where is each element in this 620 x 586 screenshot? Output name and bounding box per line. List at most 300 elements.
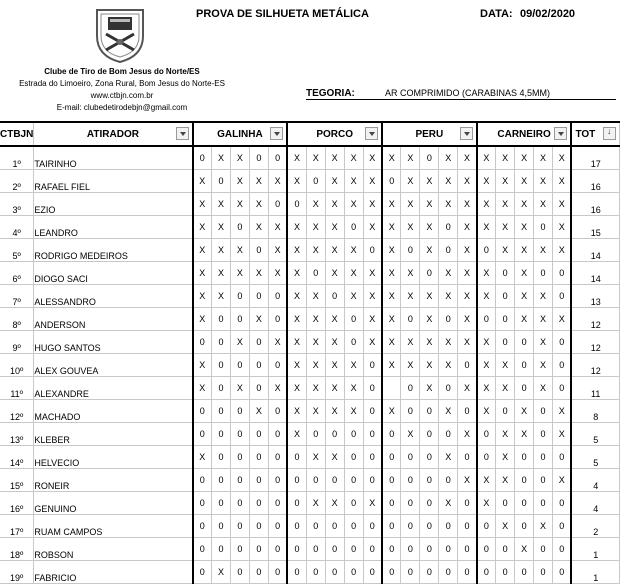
hit-cell[interactable]: X [325,216,344,239]
hit-cell[interactable]: X [363,308,382,331]
total-sort-dropdown[interactable] [603,127,616,140]
hit-cell[interactable]: X [420,354,439,377]
hit-cell[interactable]: X [534,308,553,331]
total-cell[interactable]: 11 [571,377,619,400]
hit-cell[interactable]: 0 [325,515,344,538]
hit-cell[interactable]: 0 [515,469,534,492]
hit-cell[interactable]: 0 [249,469,268,492]
hit-cell[interactable]: X [401,354,420,377]
hit-cell[interactable]: X [553,170,572,193]
hit-cell[interactable]: X [553,423,572,446]
hit-cell[interactable]: 0 [477,515,496,538]
hit-cell[interactable]: 0 [363,239,382,262]
hit-cell[interactable]: 0 [325,538,344,561]
hit-cell[interactable]: X [306,354,325,377]
hit-cell[interactable]: X [306,216,325,239]
hit-cell[interactable]: 0 [496,400,515,423]
porco-filter-dropdown[interactable] [365,127,378,140]
hit-cell[interactable]: X [477,216,496,239]
hit-cell[interactable]: 0 [268,538,287,561]
hit-cell[interactable]: X [193,354,212,377]
hit-cell[interactable]: 0 [515,446,534,469]
hit-cell[interactable]: X [325,262,344,285]
rank-cell[interactable]: 13º [0,423,34,446]
hit-cell[interactable]: 0 [439,216,458,239]
hit-cell[interactable]: 0 [477,561,496,584]
hit-cell[interactable]: X [212,285,231,308]
hit-cell[interactable]: X [553,193,572,216]
hit-cell[interactable]: 0 [212,469,231,492]
hit-cell[interactable]: 0 [230,354,249,377]
hit-cell[interactable]: 0 [477,308,496,331]
hit-cell[interactable]: 0 [287,538,306,561]
hit-cell[interactable]: X [496,146,515,170]
hit-cell[interactable]: X [382,285,401,308]
hit-cell[interactable]: X [477,262,496,285]
hit-cell[interactable]: X [515,216,534,239]
hit-cell[interactable]: 0 [344,538,363,561]
hit-cell[interactable]: X [401,193,420,216]
hit-cell[interactable]: X [477,146,496,170]
hit-cell[interactable]: X [382,262,401,285]
hit-cell[interactable]: X [439,146,458,170]
hit-cell[interactable]: X [382,354,401,377]
rank-cell[interactable]: 7º [0,285,34,308]
total-cell[interactable]: 16 [571,193,619,216]
hit-cell[interactable]: 0 [344,216,363,239]
hit-cell[interactable]: X [515,146,534,170]
total-cell[interactable]: 1 [571,538,619,561]
hit-cell[interactable]: 0 [212,538,231,561]
hit-cell[interactable]: 0 [249,515,268,538]
hit-cell[interactable]: 0 [193,423,212,446]
hit-cell[interactable]: X [268,239,287,262]
hit-cell[interactable]: X [534,377,553,400]
hit-cell[interactable]: 0 [534,469,553,492]
hit-cell[interactable]: X [325,492,344,515]
hit-cell[interactable]: X [458,423,477,446]
hit-cell[interactable]: X [439,400,458,423]
hit-cell[interactable]: X [420,239,439,262]
hit-cell[interactable]: 0 [287,515,306,538]
hit-cell[interactable]: 0 [458,400,477,423]
rank-cell[interactable]: 12º [0,400,34,423]
hit-cell[interactable]: 0 [287,469,306,492]
hit-cell[interactable]: 0 [344,446,363,469]
hit-cell[interactable]: 0 [268,285,287,308]
hit-cell[interactable]: X [325,146,344,170]
hit-cell[interactable]: X [496,170,515,193]
total-cell[interactable]: 15 [571,216,619,239]
hit-cell[interactable]: X [553,146,572,170]
hit-cell[interactable]: 0 [268,492,287,515]
hit-cell[interactable]: 0 [477,446,496,469]
hit-cell[interactable]: 0 [553,262,572,285]
hit-cell[interactable]: 0 [401,377,420,400]
hit-cell[interactable]: 0 [534,262,553,285]
hit-cell[interactable]: X [306,446,325,469]
hit-cell[interactable]: 0 [382,515,401,538]
hit-cell[interactable]: X [420,331,439,354]
hit-cell[interactable]: X [344,400,363,423]
hit-cell[interactable]: X [458,146,477,170]
hit-cell[interactable]: X [382,193,401,216]
hit-cell[interactable]: 0 [439,538,458,561]
hit-cell[interactable]: X [344,262,363,285]
hit-cell[interactable]: 0 [325,285,344,308]
hit-cell[interactable]: 0 [249,561,268,584]
hit-cell[interactable]: X [193,239,212,262]
hit-cell[interactable]: 0 [534,216,553,239]
hit-cell[interactable]: 0 [420,446,439,469]
hit-cell[interactable]: X [325,239,344,262]
hit-cell[interactable]: X [534,331,553,354]
hit-cell[interactable]: X [401,331,420,354]
hit-cell[interactable]: X [458,262,477,285]
total-cell[interactable]: 4 [571,492,619,515]
shooter-name-cell[interactable]: ROBSON [34,538,193,561]
hit-cell[interactable]: 0 [344,515,363,538]
shooter-name-cell[interactable]: RAFAEL FIEL [34,170,193,193]
hit-cell[interactable]: X [287,285,306,308]
hit-cell[interactable]: 0 [496,262,515,285]
hit-cell[interactable]: X [477,285,496,308]
hit-cell[interactable]: X [477,354,496,377]
hit-cell[interactable]: 0 [363,469,382,492]
hit-cell[interactable]: X [249,308,268,331]
hit-cell[interactable]: X [534,239,553,262]
hit-cell[interactable]: 0 [363,400,382,423]
total-cell[interactable]: 12 [571,331,619,354]
hit-cell[interactable]: 0 [344,308,363,331]
hit-cell[interactable]: 0 [212,308,231,331]
hit-cell[interactable]: 0 [420,515,439,538]
hit-cell[interactable]: 0 [230,469,249,492]
hit-cell[interactable]: 0 [401,515,420,538]
hit-cell[interactable]: X [306,285,325,308]
shooter-name-cell[interactable]: ANDERSON [34,308,193,331]
shooter-name-cell[interactable]: TAIRINHO [34,146,193,170]
hit-cell[interactable]: 0 [306,423,325,446]
hit-cell[interactable]: X [268,170,287,193]
hit-cell[interactable]: X [534,146,553,170]
hit-cell[interactable]: 0 [553,354,572,377]
hit-cell[interactable]: 0 [382,492,401,515]
hit-cell[interactable]: 0 [382,561,401,584]
hit-cell[interactable]: 0 [212,170,231,193]
hit-cell[interactable]: X [420,377,439,400]
hit-cell[interactable]: X [306,377,325,400]
hit-cell[interactable]: X [287,377,306,400]
hit-cell[interactable]: X [382,308,401,331]
hit-cell[interactable]: 0 [212,354,231,377]
hit-cell[interactable]: 0 [477,239,496,262]
hit-cell[interactable]: X [268,331,287,354]
hit-cell[interactable]: 0 [363,561,382,584]
hit-cell[interactable]: 0 [534,400,553,423]
rank-cell[interactable]: 19º [0,561,34,584]
hit-cell[interactable]: 0 [306,170,325,193]
hit-cell[interactable]: 0 [515,492,534,515]
shooter-name-cell[interactable]: GENUINO [34,492,193,515]
hit-cell[interactable]: 0 [401,308,420,331]
hit-cell[interactable]: 0 [553,331,572,354]
hit-cell[interactable]: 0 [420,262,439,285]
hit-cell[interactable]: X [268,377,287,400]
hit-cell[interactable]: X [193,308,212,331]
hit-cell[interactable]: 0 [553,446,572,469]
hit-cell[interactable]: 0 [534,538,553,561]
hit-cell[interactable]: 0 [193,561,212,584]
hit-cell[interactable]: 0 [458,492,477,515]
hit-cell[interactable]: 0 [268,193,287,216]
hit-cell[interactable]: 0 [268,400,287,423]
hit-cell[interactable]: X [420,170,439,193]
hit-cell[interactable]: X [287,170,306,193]
hit-cell[interactable]: X [325,446,344,469]
hit-cell[interactable]: X [268,262,287,285]
hit-cell[interactable]: X [477,377,496,400]
hit-cell[interactable]: X [363,193,382,216]
hit-cell[interactable]: X [306,492,325,515]
hit-cell[interactable]: X [287,354,306,377]
shooter-name-cell[interactable]: EZIO [34,193,193,216]
hit-cell[interactable]: 0 [287,492,306,515]
hit-cell[interactable]: 0 [401,400,420,423]
hit-cell[interactable]: X [306,239,325,262]
hit-cell[interactable]: X [515,308,534,331]
rank-cell[interactable]: 10º [0,354,34,377]
shooter-filter-dropdown[interactable] [176,127,189,140]
hit-cell[interactable]: X [325,170,344,193]
hit-cell[interactable]: X [344,285,363,308]
hit-cell[interactable]: 0 [439,561,458,584]
hit-cell[interactable]: 0 [382,170,401,193]
hit-cell[interactable]: X [287,262,306,285]
hit-cell[interactable]: 0 [249,377,268,400]
hit-cell[interactable]: X [515,193,534,216]
hit-cell[interactable]: X [212,216,231,239]
hit-cell[interactable]: 0 [230,538,249,561]
hit-cell[interactable]: X [401,216,420,239]
hit-cell[interactable]: 0 [553,377,572,400]
hit-cell[interactable]: X [534,170,553,193]
hit-cell[interactable]: X [553,469,572,492]
hit-cell[interactable]: X [230,146,249,170]
hit-cell[interactable]: X [325,193,344,216]
rank-cell[interactable]: 3º [0,193,34,216]
hit-cell[interactable]: X [363,216,382,239]
hit-cell[interactable]: X [287,216,306,239]
hit-cell[interactable]: 0 [212,515,231,538]
hit-cell[interactable]: 0 [344,331,363,354]
hit-cell[interactable]: 0 [553,538,572,561]
hit-cell[interactable]: 0 [306,262,325,285]
hit-cell[interactable]: X [458,193,477,216]
hit-cell[interactable]: 0 [344,469,363,492]
hit-cell[interactable]: X [420,285,439,308]
rank-cell[interactable]: 11º [0,377,34,400]
hit-cell[interactable]: 0 [212,377,231,400]
hit-cell[interactable]: X [249,262,268,285]
hit-cell[interactable]: 0 [496,331,515,354]
hit-cell[interactable]: 0 [193,146,212,170]
hit-cell[interactable]: 0 [553,561,572,584]
hit-cell[interactable]: 0 [212,331,231,354]
hit-cell[interactable]: X [515,423,534,446]
hit-cell[interactable]: 0 [212,446,231,469]
hit-cell[interactable]: X [420,193,439,216]
shooter-name-cell[interactable]: RONEIR [34,469,193,492]
hit-cell[interactable]: 0 [230,216,249,239]
shooter-name-cell[interactable]: HELVECIO [34,446,193,469]
hit-cell[interactable]: X [230,262,249,285]
hit-cell[interactable]: 0 [515,331,534,354]
hit-cell[interactable]: X [439,446,458,469]
hit-cell[interactable]: X [382,216,401,239]
hit-cell[interactable]: 0 [401,492,420,515]
hit-cell[interactable]: 0 [249,146,268,170]
hit-cell[interactable]: X [439,285,458,308]
hit-cell[interactable]: 0 [193,515,212,538]
hit-cell[interactable]: X [496,377,515,400]
hit-cell[interactable]: X [553,216,572,239]
hit-cell[interactable]: X [193,262,212,285]
hit-cell[interactable]: 0 [363,354,382,377]
hit-cell[interactable]: 0 [553,285,572,308]
hit-cell[interactable]: X [306,331,325,354]
hit-cell[interactable]: X [249,216,268,239]
hit-cell[interactable]: X [477,469,496,492]
hit-cell[interactable]: 0 [439,423,458,446]
hit-cell[interactable]: X [458,170,477,193]
rank-cell[interactable]: 2º [0,170,34,193]
hit-cell[interactable]: 0 [249,492,268,515]
hit-cell[interactable]: X [287,423,306,446]
hit-cell[interactable]: 0 [496,538,515,561]
hit-cell[interactable]: X [344,170,363,193]
rank-cell[interactable]: 18º [0,538,34,561]
hit-cell[interactable]: 0 [382,469,401,492]
total-cell[interactable]: 2 [571,515,619,538]
hit-cell[interactable]: X [212,262,231,285]
hit-cell[interactable]: X [287,308,306,331]
hit-cell[interactable]: X [382,331,401,354]
hit-cell[interactable]: 0 [249,446,268,469]
hit-cell[interactable]: X [496,423,515,446]
hit-cell[interactable]: 0 [306,469,325,492]
total-cell[interactable]: 5 [571,446,619,469]
hit-cell[interactable]: X [458,308,477,331]
hit-cell[interactable]: 0 [230,515,249,538]
hit-cell[interactable]: X [212,146,231,170]
total-cell[interactable]: 12 [571,354,619,377]
hit-cell[interactable]: X [458,331,477,354]
hit-cell[interactable]: X [325,377,344,400]
hit-cell[interactable]: 0 [382,538,401,561]
hit-cell[interactable]: X [420,216,439,239]
hit-cell[interactable]: 0 [534,446,553,469]
hit-cell[interactable]: 0 [344,561,363,584]
hit-cell[interactable]: 0 [553,492,572,515]
hit-cell[interactable]: X [458,469,477,492]
hit-cell[interactable]: 0 [401,469,420,492]
hit-cell[interactable]: 0 [230,492,249,515]
hit-cell[interactable]: X [515,170,534,193]
total-cell[interactable]: 1 [571,561,619,584]
hit-cell[interactable]: X [401,262,420,285]
rank-cell[interactable]: 1º [0,146,34,170]
hit-cell[interactable]: X [553,400,572,423]
hit-cell[interactable]: X [439,331,458,354]
hit-cell[interactable]: X [458,216,477,239]
rank-cell[interactable]: 9º [0,331,34,354]
hit-cell[interactable]: 0 [458,515,477,538]
hit-cell[interactable]: X [363,262,382,285]
hit-cell[interactable]: 0 [458,446,477,469]
hit-cell[interactable]: 0 [268,469,287,492]
hit-cell[interactable]: X [534,193,553,216]
hit-cell[interactable]: 0 [212,423,231,446]
hit-cell[interactable]: 0 [553,515,572,538]
hit-cell[interactable]: X [458,285,477,308]
shooter-name-cell[interactable]: RODRIGO MEDEIROS [34,239,193,262]
hit-cell[interactable]: X [249,170,268,193]
hit-cell[interactable]: 0 [249,331,268,354]
hit-cell[interactable]: X [477,400,496,423]
hit-cell[interactable]: X [401,285,420,308]
hit-cell[interactable]: 0 [420,400,439,423]
hit-cell[interactable]: 0 [401,239,420,262]
hit-cell[interactable]: 0 [439,377,458,400]
hit-cell[interactable]: X [268,216,287,239]
hit-cell[interactable]: X [344,193,363,216]
hit-cell[interactable]: 0 [306,515,325,538]
hit-cell[interactable]: 0 [193,492,212,515]
hit-cell[interactable]: X [382,146,401,170]
hit-cell[interactable]: 0 [477,423,496,446]
total-cell[interactable]: 5 [571,423,619,446]
hit-cell[interactable]: X [553,308,572,331]
hit-cell[interactable]: X [344,354,363,377]
hit-cell[interactable]: X [477,331,496,354]
shooter-name-cell[interactable]: RUAM CAMPOS [34,515,193,538]
hit-cell[interactable]: X [496,216,515,239]
hit-cell[interactable]: 0 [363,423,382,446]
shooter-name-cell[interactable]: ALESSANDRO [34,285,193,308]
hit-cell[interactable]: X [287,400,306,423]
hit-cell[interactable]: 0 [458,561,477,584]
hit-cell[interactable]: X [193,446,212,469]
hit-cell[interactable]: X [382,239,401,262]
hit-cell[interactable]: X [230,170,249,193]
hit-cell[interactable]: X [439,262,458,285]
total-cell[interactable]: 17 [571,146,619,170]
hit-cell[interactable]: 0 [230,285,249,308]
shooter-name-cell[interactable]: FABRICIO [34,561,193,584]
galinha-filter-dropdown[interactable] [270,127,283,140]
hit-cell[interactable]: X [212,239,231,262]
hit-cell[interactable]: 0 [439,469,458,492]
hit-cell[interactable]: 0 [268,561,287,584]
hit-cell[interactable]: X [401,146,420,170]
hit-cell[interactable]: X [249,400,268,423]
hit-cell[interactable]: 0 [534,492,553,515]
hit-cell[interactable]: 0 [325,469,344,492]
hit-cell[interactable]: X [344,239,363,262]
hit-cell[interactable]: 0 [420,492,439,515]
hit-cell[interactable]: X [193,193,212,216]
